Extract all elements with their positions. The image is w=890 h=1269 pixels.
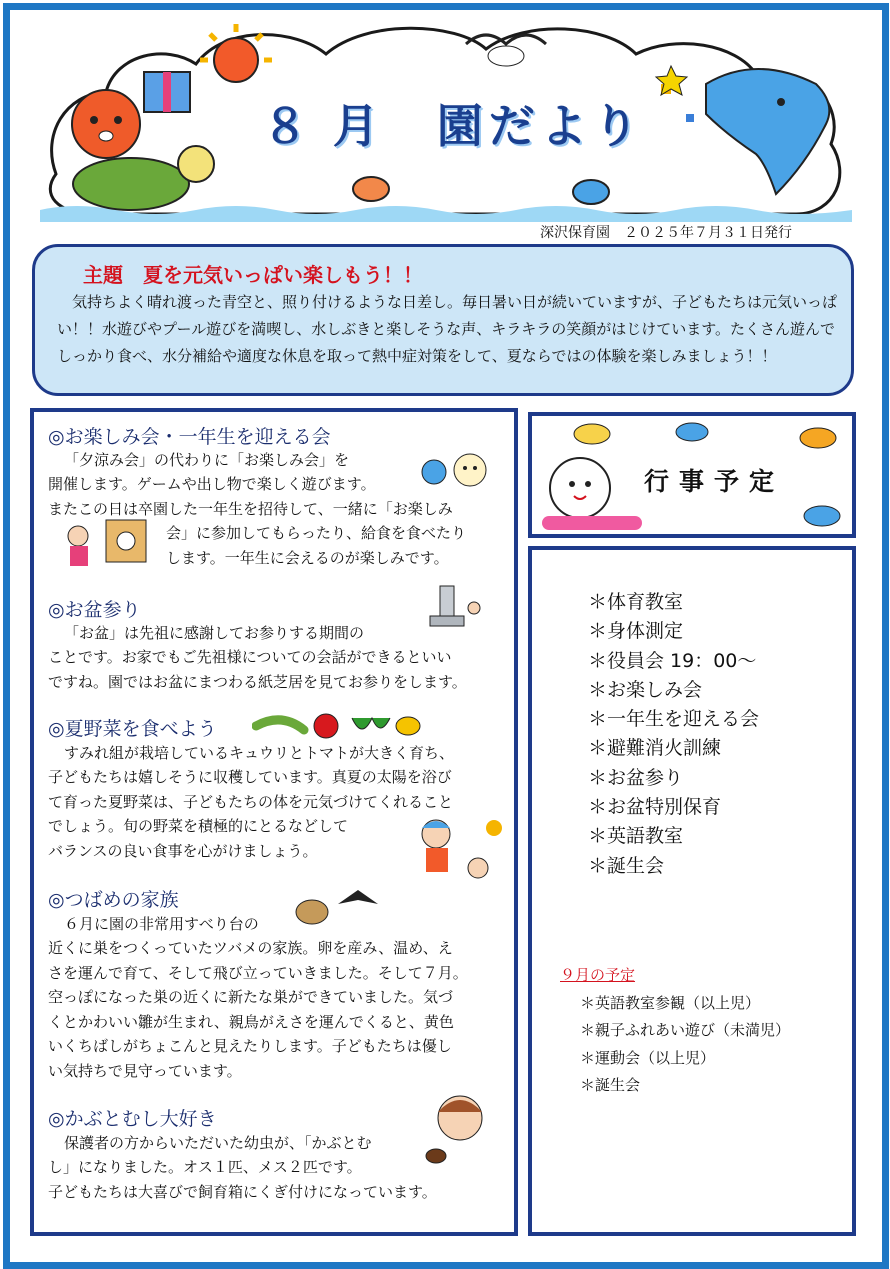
- event-item: ＊お盆参り: [588, 766, 684, 789]
- section-body-vegetables-line: バランスの良い食事を心がけましょう。: [48, 842, 318, 860]
- section-body-vegetables-line: すみれ組が栽培しているキュウリとトマトが大きく育ち、: [64, 744, 455, 762]
- cat-balls-icon: [414, 444, 494, 494]
- section-body-party-line: またこの日は卒園した一年生を招待して、一緒に「お楽しみ: [48, 500, 453, 518]
- september-title: ９月の予定: [560, 966, 636, 984]
- september-list: [580, 990, 790, 1100]
- september-item: ＊英語教室参観（以上児）: [580, 994, 761, 1012]
- events-list: [588, 588, 759, 881]
- section-body-beetles-line: 保護者の方からいただいた幼虫が、「かぶとむ: [64, 1134, 372, 1152]
- grave-icon: [426, 582, 486, 632]
- event-item: ＊一年生を迎える会: [588, 708, 760, 731]
- september-item: ＊誕生会: [580, 1076, 641, 1095]
- section-heading-obon: ◎お盆参り: [48, 599, 141, 621]
- event-item: ＊避難消火訓練: [588, 737, 722, 760]
- september-item: ＊親子ふれあい遊び（未満児）: [580, 1021, 791, 1040]
- section-body-obon-line: ことです。お家でもご先祖様についての会話ができるといい: [48, 648, 452, 666]
- section-body-swallows-line: 近くに巣をつくっていたツバメの家族。卵を産み、温め、え: [48, 939, 453, 957]
- theme-body: 気持ちよく晴れ渡った青空と、照り付けるような日差し。毎日暑い日が続いていますが、子どもたちは元気いっぱい！！水遊びやプール遊びを満喫し、水しぶきと楽しそうな声、キラキラの笑顔がはじけています。たくさん遊んでしっかり食べ、水分補給や適度な休息を取って熱中症対策をして、夏ならではの体験を楽しみましょう！！: [57, 293, 838, 365]
- section-body-party-line: 会」に参加してもらったり、給食を食べたり: [166, 524, 467, 542]
- september-item: ＊運動会（以上児）: [580, 1048, 716, 1067]
- section-body-beetles-line: し」になりました。オス１匹、メス２匹です。: [48, 1158, 362, 1176]
- section-heading-party: ◎お楽しみ会・一年生を迎える会: [48, 426, 331, 448]
- event-item: ＊お楽しみ会: [588, 678, 703, 701]
- page-title: ８ 月 園だより: [262, 100, 645, 152]
- section-body-party-line: 開催します。ゲームや出し物で楽しく遊びます。: [48, 475, 376, 493]
- gift-icon: [144, 72, 190, 112]
- theme-title: 主題 夏を元気いっぱい楽しもう！！: [83, 263, 423, 287]
- swallow-nest-icon: [294, 880, 384, 930]
- event-item: ＊お盆特別保育: [588, 796, 722, 819]
- section-body-vegetables-line: て育った夏野菜は、子どもたちの体を元気づけてくれること: [48, 793, 454, 811]
- event-item: ＊身体測定: [588, 620, 684, 643]
- section-body-swallows-line: いくちばしがちょこんと見えたりします。子どもたちは優し: [48, 1037, 452, 1055]
- child-box-icon: [58, 512, 154, 578]
- section-body-obon-line: ですね。園ではお盆にまつわる紙芝居を見てお参りをします。: [48, 673, 467, 691]
- articles-column: [30, 408, 518, 1236]
- events-title: 行事予定: [644, 467, 785, 496]
- section-body-swallows-line: くとかわいい雛が生まれ、親鳥がえさを運んでくると、黄色: [48, 1013, 454, 1031]
- section-heading-vegetables: ◎夏野菜を食べよう: [48, 718, 217, 740]
- events-list-box: [528, 546, 856, 1236]
- section-heading-swallows: ◎つばめの家族: [48, 889, 179, 911]
- issue-info: 深沢保育園 ２０２５年７月３１日発行: [540, 225, 792, 241]
- vegetables-icon: [252, 710, 422, 742]
- event-item: ＊体育教室: [588, 591, 684, 613]
- event-item: ＊誕生会: [588, 854, 665, 877]
- events-header: [528, 412, 856, 538]
- section-body-obon-line: 「お盆」は先祖に感謝してお参りする期間の: [64, 624, 365, 642]
- section-body-swallows-line: い気持ちで見守っています。: [48, 1062, 242, 1080]
- section-body-party-line: します。一年生に会えるのが楽しみです。: [166, 549, 449, 567]
- section-body-swallows-line: ６月に園の非常用すべり台の: [64, 915, 259, 933]
- kids-harvest-icon: [406, 812, 510, 892]
- section-body-swallows-line: 空っぽになった巣の近くに新たな巣ができていました。気づ: [48, 988, 454, 1006]
- section-body-vegetables-line: 子どもたちは嬉しそうに収穫しています。真夏の太陽を浴び: [48, 768, 452, 786]
- section-heading-beetles: ◎かぶとむし大好き: [48, 1108, 217, 1130]
- section-body-vegetables-line: でしょう。旬の野菜を積極的にとるなどして: [48, 817, 349, 835]
- event-item: ＊英語教室: [588, 825, 684, 848]
- event-item: ＊役員会 19：00～: [588, 649, 757, 672]
- section-body-party-line: 「夕涼み会」の代わりに「お楽しみ会」を: [64, 451, 350, 469]
- section-body-beetles-line: 子どもたちは大喜びで飼育箱にくぎ付けになっています。: [48, 1183, 437, 1201]
- theme-box: [32, 244, 854, 396]
- child-beetle-icon: [416, 1088, 506, 1168]
- octopus-icon: [72, 90, 140, 158]
- section-body-swallows-line: さを運んで育て、そして飛び立っていきました。そして７月。: [48, 964, 468, 982]
